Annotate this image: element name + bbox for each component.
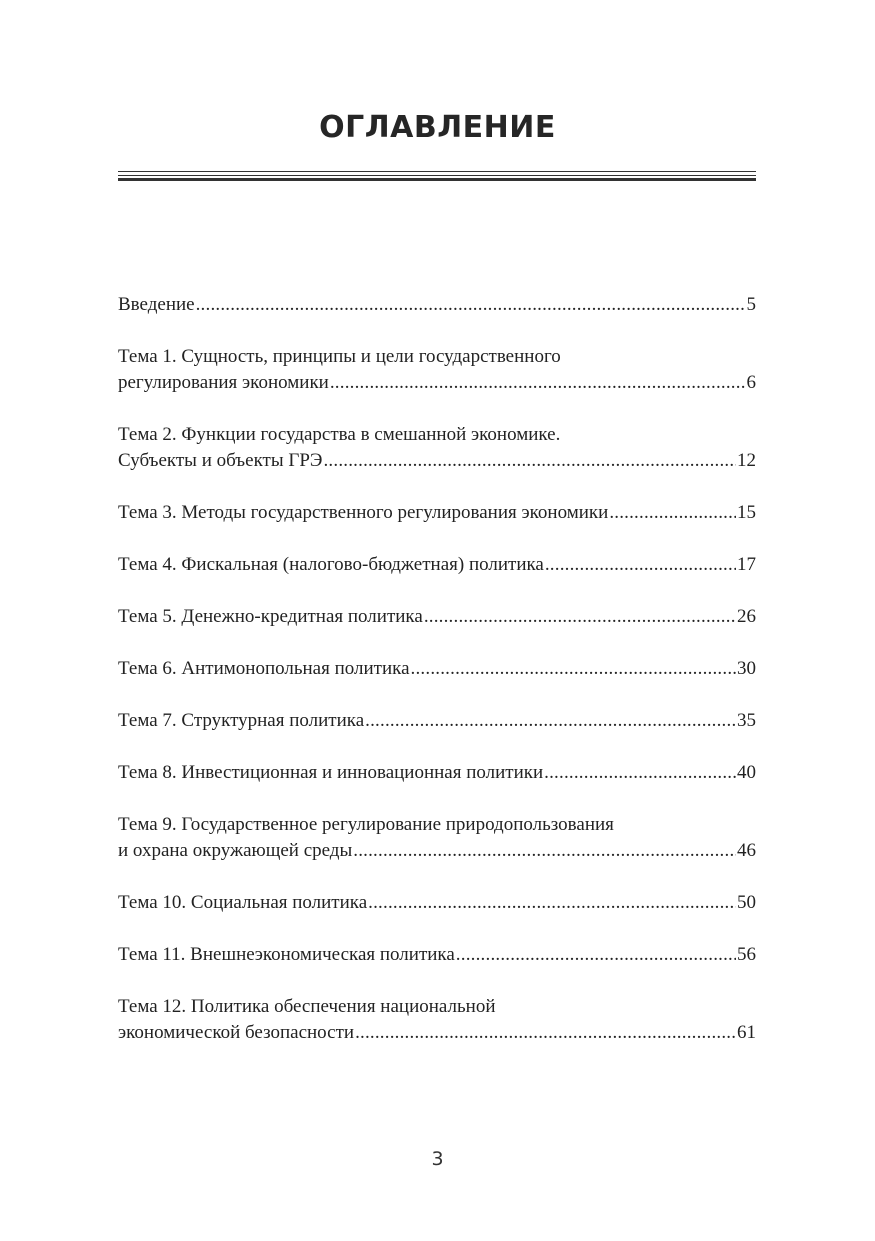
toc-page-number: 50	[737, 892, 756, 913]
table-of-contents	[118, 292, 756, 1072]
toc-entry-title: Тема 7. Структурная политика	[118, 710, 365, 731]
title-divider	[118, 171, 756, 182]
toc-entry-title: Тема 3. Методы государственного регулирования экономики	[118, 502, 609, 523]
toc-entry-title-line: Тема 12. Политика обеспечения национальной	[118, 996, 496, 1017]
toc-entry-topic-9[interactable]	[118, 812, 756, 864]
toc-page-number: 56	[737, 944, 756, 965]
toc-entry-topic-5[interactable]	[118, 604, 756, 630]
toc-page-number: 30	[737, 658, 756, 679]
toc-entry-title: Тема 4. Фискальная (налогово-бюджетная) политика	[118, 554, 544, 575]
toc-page-number: 35	[737, 710, 756, 731]
toc-leader-dots	[365, 708, 736, 734]
toc-entry-title: Тема 6. Антимонопольная политика	[118, 658, 410, 679]
toc-page-number: 15	[737, 502, 756, 523]
toc-leader-dots	[411, 656, 736, 682]
toc-leader-dots	[353, 838, 736, 864]
toc-leader-dots	[609, 500, 736, 526]
toc-entry-topic-2[interactable]	[118, 422, 756, 474]
toc-entry-title-line: Тема 2. Функции государства в смешанной экономике.	[118, 424, 561, 445]
toc-entry-title: Введение	[118, 294, 195, 315]
toc-entry-intro[interactable]	[118, 292, 756, 318]
toc-leader-dots	[456, 942, 736, 968]
toc-entry-topic-1[interactable]	[118, 344, 756, 396]
toc-leader-dots	[368, 890, 736, 916]
toc-page-number: 46	[737, 840, 756, 861]
toc-entry-title-line: Тема 9. Государственное регулирование природопользования	[118, 814, 614, 835]
toc-entry-topic-4[interactable]	[118, 552, 756, 578]
toc-entry-topic-11[interactable]	[118, 942, 756, 968]
toc-entry-title: Тема 10. Социальная политика	[118, 892, 368, 913]
toc-entry-title: Тема 5. Денежно-кредитная политика	[118, 606, 423, 627]
toc-entry-title: Тема 11. Внешнеэкономическая политика	[118, 944, 455, 965]
toc-page-number: 6	[746, 372, 756, 393]
toc-leader-dots	[355, 1020, 736, 1046]
toc-entry-title: регулирования экономики	[118, 372, 329, 393]
toc-entry-title: и охрана окружающей среды	[118, 840, 353, 861]
toc-entry-title: Субъекты и объекты ГРЭ	[118, 450, 323, 471]
toc-entry-topic-12[interactable]	[118, 994, 756, 1046]
toc-leader-dots	[424, 604, 736, 630]
toc-entry-topic-10[interactable]	[118, 890, 756, 916]
toc-page-number: 26	[737, 606, 756, 627]
page-number: 3	[431, 1148, 444, 1170]
toc-page-number: 61	[737, 1022, 756, 1043]
toc-page-number: 5	[746, 294, 756, 315]
toc-entry-topic-8[interactable]	[118, 760, 756, 786]
toc-leader-dots	[323, 448, 736, 474]
toc-leader-dots	[330, 370, 746, 396]
toc-leader-dots	[545, 552, 736, 578]
toc-entry-title-line: Тема 1. Сущность, принципы и цели государственного	[118, 346, 561, 367]
toc-entry-title: Тема 8. Инвестиционная и инновационная политики	[118, 762, 544, 783]
toc-entry-topic-6[interactable]	[118, 656, 756, 682]
toc-entry-topic-3[interactable]	[118, 500, 756, 526]
toc-entry-topic-7[interactable]	[118, 708, 756, 734]
toc-page-number: 17	[737, 554, 756, 575]
toc-page-number: 40	[737, 762, 756, 783]
toc-entry-title: экономической безопасности	[118, 1022, 355, 1043]
page-title: ОГЛАВЛЕНИЕ	[319, 110, 556, 145]
toc-leader-dots	[196, 292, 746, 318]
toc-leader-dots	[544, 760, 736, 786]
toc-page-number: 12	[737, 450, 756, 471]
